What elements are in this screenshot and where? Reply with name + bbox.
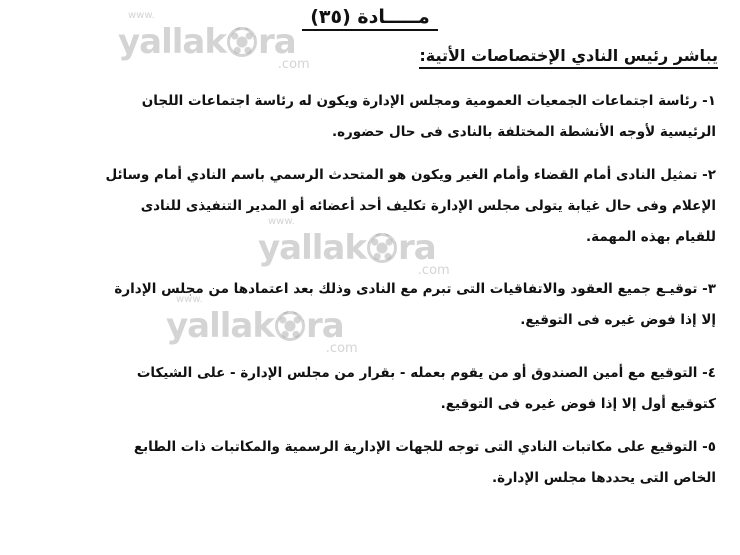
clause-line: الرئيسية لأوجه الأنشطة المختلفة بالنادى فى حال حضوره. [331, 124, 716, 140]
clause-2 [26, 160, 716, 253]
clause-line: إلا إذا فوض غيره فى التوقيع. [520, 312, 716, 328]
clause-line: ٣- توقيـع جميع العقود والاتفاقيات التى تبرم مع النادى وذلك بعد اعتمادها من مجلس الإدارة [114, 281, 716, 297]
clause-3 [26, 274, 716, 336]
football-icon [227, 27, 257, 57]
clause-1 [26, 86, 716, 148]
watermark-logo: www. yallak ra .com [118, 10, 310, 72]
clause-line: كتوقيع أول إلا إذا فوض غيره فى التوقيع. [440, 396, 716, 412]
clause-line: ٥- التوقيع على مكاتبات النادي التى توجه للجهات الإدارية الرسمية والمكاتبات ذات الطابع [133, 439, 716, 455]
clause-line: الخاص التى يحددها مجلس الإدارة. [491, 470, 716, 486]
clause-line: ٢- تمثيل النادى أمام القضاء وأمام الغير ويكون هو المتحدث الرسمي باسم النادي أمام وسائل [105, 167, 716, 183]
clause-line: للقيام بهذه المهمة. [586, 229, 716, 245]
watermark-logo: www. yallak ra .com [166, 294, 358, 356]
clause-line: ٤- التوقيع مع أمين الصندوق أو من يقوم بعمله - بقرار من مجلس الإدارة - على الشيكات [136, 365, 716, 381]
clause-5 [26, 432, 716, 494]
article-subtitle: يباشر رئيس النادي الإختصاصات الأتية: [419, 46, 718, 69]
watermark-logo: www. yallak ra .com [258, 216, 450, 278]
clause-line: ١- رئاسة اجتماعات الجمعيات العمومية ومجلس الإدارة ويكون له رئاسة اجتماعات اللجان [141, 93, 716, 109]
clause-4 [26, 358, 716, 420]
article-title: مـــــادة (٣٥) [0, 6, 740, 31]
clause-line: الإعلام وفى حال غيابة يتولى مجلس الإدارة تكليف أحد أعضائه أو المدير التنفيذى للنادى [140, 198, 716, 214]
